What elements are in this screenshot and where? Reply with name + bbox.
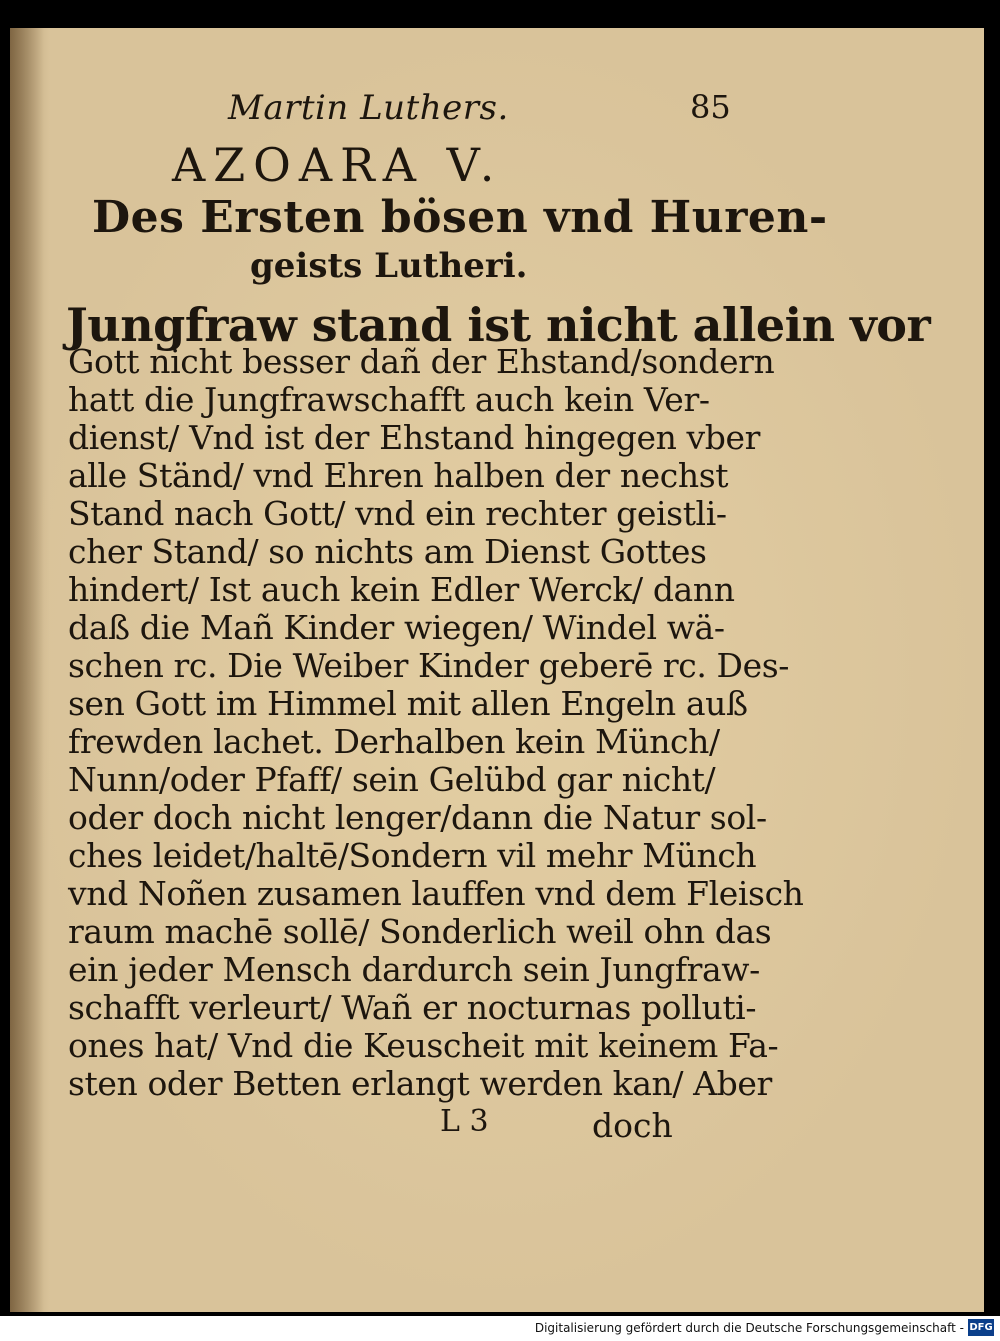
body-text-line: hindert/ Ist auch kein Edler Werck/ dann xyxy=(68,570,735,609)
body-text-line: sten oder Betten erlangt werden kan/ Aber xyxy=(68,1064,772,1103)
page-gutter-shadow xyxy=(10,28,44,1312)
footer-bar xyxy=(0,1316,1000,1341)
dfg-logo-icon: DFG xyxy=(968,1319,994,1336)
body-text-line: oder doch nicht lenger/dann die Natur sol- xyxy=(68,798,767,837)
body-text-line: hatt die Jungfrawschafft auch kein Ver- xyxy=(68,380,710,419)
catchword: doch xyxy=(592,1106,673,1145)
body-text-line: Nunn/oder Pfaff/ sein Gelübd gar nicht/ xyxy=(68,760,716,799)
body-text-line: alle Ständ/ vnd Ehren halben der nechst xyxy=(68,456,729,495)
signature-mark: L 3 xyxy=(440,1104,489,1139)
body-text-line: cher Stand/ so nichts am Dienst Gottes xyxy=(68,532,707,571)
body-text-line: ein jeder Mensch dardurch sein Jungfraw- xyxy=(68,950,760,989)
body-text-line: sen Gott im Himmel mit allen Engeln auß xyxy=(68,684,748,723)
chapter-subtitle-line-1: Des Ersten bösen vnd Huren- xyxy=(92,192,828,243)
body-text-line: dienst/ Vnd ist der Ehstand hingegen vber xyxy=(68,418,760,457)
footer-credit: Digitalisierung gefördert durch die Deutsche Forschungsgemeinschaft - xyxy=(534,1321,964,1335)
body-text-line: daß die Mañ Kinder wiegen/ Windel wä- xyxy=(68,608,725,647)
body-text-line: ches leidet/haltē/Sondern vil mehr Münch xyxy=(68,836,757,875)
body-text-line: raum machē sollē/ Sonderlich weil ohn das xyxy=(68,912,772,951)
chapter-title: AZOARA V. xyxy=(172,138,503,192)
body-text-line: schen rc. Die Weiber Kinder geberē rc. Des- xyxy=(68,646,790,685)
chapter-subtitle-line-2: geists Lutheri. xyxy=(250,246,528,286)
body-text-line: Gott nicht besser dañ der Ehstand/sondern xyxy=(68,342,775,381)
running-head: Martin Luthers. xyxy=(228,88,509,128)
body-text-line: ones hat/ Vnd die Keuscheit mit keinem Fa- xyxy=(68,1026,779,1065)
lead-text-line: Jungfraw stand ist nicht allein vor xyxy=(66,298,931,352)
page-number: 85 xyxy=(690,88,731,126)
body-text-line: vnd Noñen zusamen lauffen vnd dem Fleisch xyxy=(68,874,804,913)
body-text-line: schafft verleurt/ Wañ er nocturnas polluti- xyxy=(68,988,757,1027)
body-text-line: frewden lachet. Derhalben kein Münch/ xyxy=(68,722,720,761)
body-text-line: Stand nach Gott/ vnd ein rechter geistli- xyxy=(68,494,727,533)
